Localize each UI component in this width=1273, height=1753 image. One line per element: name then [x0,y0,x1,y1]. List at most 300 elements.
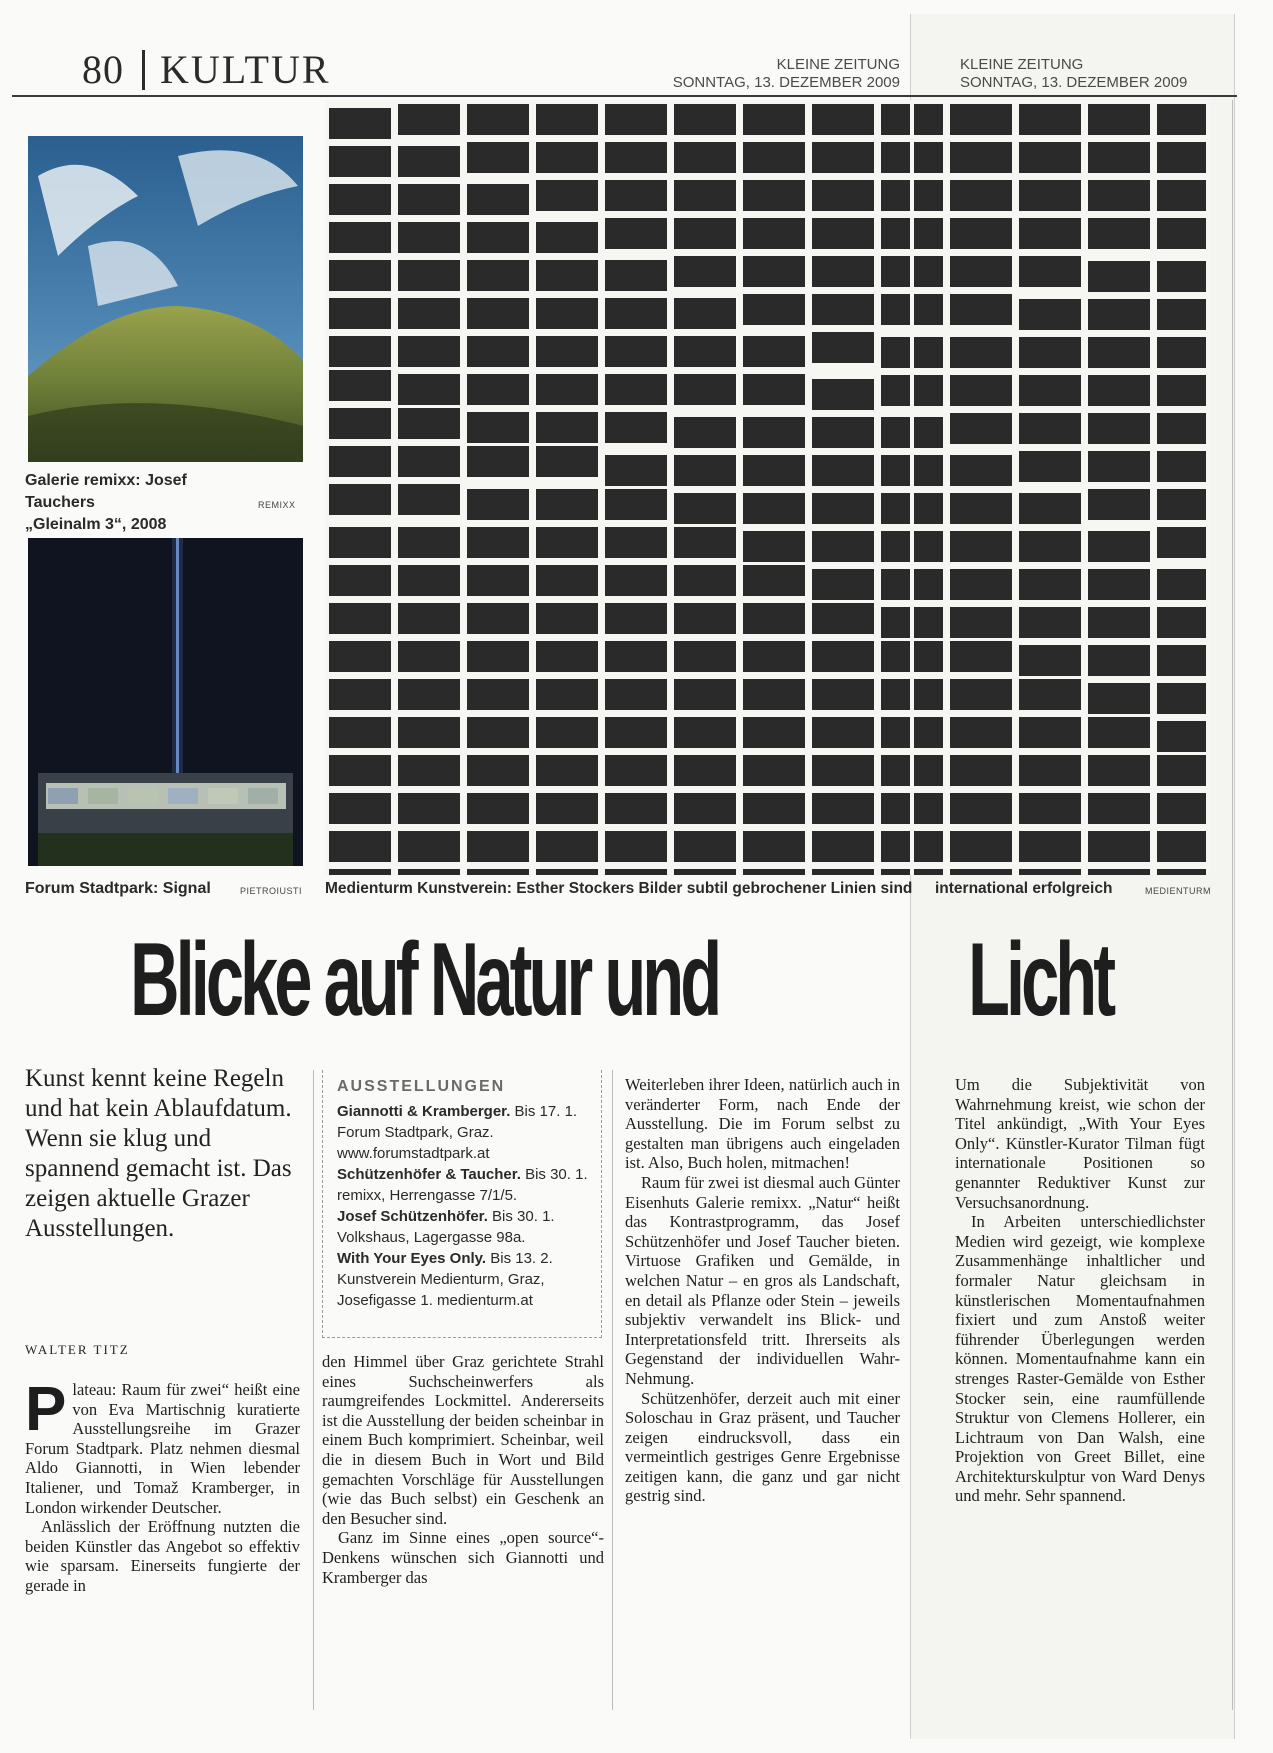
grid-cell [950,294,1012,325]
paragraph [25,1375,300,1517]
grid-cell [398,446,460,477]
paragraph-text: lateau: Raum für zwei“ heißt eine von Eva Martischnig kuratierte Ausstellungsreihe im Grazer Forum Stadtpark. Platz nehmen diesmal Aldo Giannotti, in Wien lebender Italiener, und Tomaž Kramberger, in London wirkender Deutscher. [25,1380,300,1517]
grid-cell [536,565,598,596]
grid-cell [1019,869,1081,875]
grid-cell [1157,375,1206,406]
grid-cell [536,298,598,329]
photo-credit-main: MEDIENTURM [1145,886,1211,896]
grid-cell [398,793,460,824]
paragraph: Schützenhöfer, derzeit auch mit einer Soloschau in Graz präsent, und Taucher zeigen eindrucksvoll, dass ein vermeintlich gestriges Genre Ergebnisse zeitigen kann, die ganz und gar nicht gestrig sind. [625,1388,900,1506]
grid-cell [536,336,598,367]
grid-cell [1157,607,1206,638]
grid-cell [398,298,460,329]
grid-cell [536,755,598,786]
grid-cell [1157,721,1206,752]
grid-cell [950,493,1012,524]
entry-name: Giannotti & Kramberger. [337,1103,511,1120]
grid-cell [1088,413,1150,444]
grid-cell [467,641,529,672]
grid-cell [467,679,529,710]
column-rule [612,1070,613,1710]
grid-cell [674,565,736,596]
grid-cell [950,455,1012,486]
grid-cell [812,294,874,325]
grid-cell [398,603,460,634]
grid-cell [1088,218,1150,249]
grid-cell [812,679,874,710]
lead-paragraph: Kunst kennt keine Regeln und hat kein Ablaufdatum. Wenn sie klug und spannend gemacht ist. Das zeigen aktuelle Grazer Ausstellungen. [25,1065,292,1242]
grid-cell [1157,755,1206,786]
grid-cell [329,260,391,291]
grid-cell [1088,104,1150,135]
grid-cell [467,869,529,875]
grid-cell [605,455,667,486]
grid-cell [398,408,460,439]
byline: WALTER TITZ [25,1342,130,1357]
landscape-painting-photo [28,136,303,462]
grid-cell [812,104,874,135]
grid-cell [950,679,1012,710]
grid-cell [536,260,598,291]
grid-cell [536,869,598,875]
infobox-entry [337,1206,591,1248]
grid-cell [950,218,1012,249]
grid-cell [605,412,667,443]
grid-cell [743,374,805,405]
infobox-title: AUSSTELLUNGEN [337,1078,506,1095]
grid-cell [536,679,598,710]
grid-cell [605,869,667,875]
photo-caption-top [25,470,255,536]
grid-cell [812,717,874,748]
grid-cell [674,527,736,558]
paragraph: In Arbeiten unterschiedlichster Medien wird gezeigt, wie komplexe Zusammenhänge inhaltlicher und formaler Natur gleichsam in künstlerischen Momentaufnahmen fixiert und zum Anstoß weiter führender Überlegungen werden können. Momentaufnahme kann ein strenges Raster-Gemälde von Esther Stocker sein, eine raumfüllende Struktur von Clemens Hollerer, ein Lichtraum von Dan Walsh, eine Projektion von Greet Billet, eine Architekturskulptur von Ward Denys und mehr. Sehr spannend. [955,1212,1205,1506]
grid-cell [743,336,805,367]
grid-cell [1157,451,1206,482]
headline: Blicke auf Natur und [130,922,719,1038]
infobox-entry [337,1248,591,1311]
grid-cell [1019,755,1081,786]
grid-cell [536,831,598,862]
grid-cell [1088,261,1150,292]
grid-cell [329,679,391,710]
grid-cell [1019,569,1081,600]
grid-cell [1088,683,1150,714]
grid-cell [812,831,874,862]
grid-cell [1157,527,1206,558]
grid-cell [398,641,460,672]
grid-cell [1019,531,1081,562]
grid-cell [812,455,874,486]
grid-cell [1088,375,1150,406]
grid-cell [536,489,598,520]
entry-text: Bis 13. 2. Kunstverein Medienturm, Graz, Josefigasse 1. medienturm.at [337,1250,553,1309]
grid-cell [398,679,460,710]
grid-cell [950,142,1012,173]
photo-credit-middle: PIETROIUSTI [240,886,303,896]
grid-cell [812,869,874,875]
grid-cell [812,379,874,410]
grid-cell [1088,831,1150,862]
paragraph: Um die Subjektivität von Wahrnehmung kreist, wie schon der Titel ankündigt, „With Your Eyes Only“. Künstler-Kurator Tilman fügt internationale Positionen so genannter Reduktiver Kunst zur Versuchsanordnung. [955,1075,1205,1212]
grid-cell [950,531,1012,562]
headline-continued: Licht [968,922,1113,1038]
grid-cell [605,180,667,211]
grid-cell [467,603,529,634]
grid-cell [329,755,391,786]
photo-credit-top: REMIXX [258,500,296,510]
grid-cell [950,104,1012,135]
grid-cell [950,607,1012,638]
masthead-date: SONNTAG, 13. DEZEMBER 2009 [672,74,900,91]
grid-cell [1157,869,1206,875]
grid-cell [1019,180,1081,211]
grid-cell [743,831,805,862]
grid-cell [743,493,805,524]
grid-cell [1019,142,1081,173]
grid-cell [536,793,598,824]
grid-cell [398,184,460,215]
grid-cell [1088,531,1150,562]
grid-cell [398,336,460,367]
grid-cell [1019,607,1081,638]
grid-cell [674,869,736,875]
grid-cell [1019,337,1081,368]
masthead-right [960,56,1220,92]
grid-cell [674,180,736,211]
grid-cell [950,831,1012,862]
grid-cell [1019,104,1081,135]
grid-cell [605,218,667,249]
grid-cell [674,142,736,173]
grid-cell [812,755,874,786]
grid-cell [950,717,1012,748]
grid-cell [329,603,391,634]
grid-cell [536,527,598,558]
photo-caption-middle: Forum Stadtpark: Signal [25,880,211,897]
entry-text: Bis 30. 1. remixx, Herrengasse 7/1/5. [337,1166,588,1204]
grid-cell [329,793,391,824]
grid-cell [398,374,460,405]
grid-cell [398,755,460,786]
grid-cell [329,527,391,558]
grid-cell [605,679,667,710]
grid-cell [743,294,805,325]
grid-cell [950,793,1012,824]
grid-cell [812,641,874,672]
grid-cell [743,793,805,824]
paragraph: Anlässlich der Eröffnung nutzten die beiden Künstler das Angebot so effektiv wie sparsam. Einerseits fungierte der gerade in [25,1517,300,1595]
grid-cell [1157,337,1206,368]
grid-cell [674,336,736,367]
grid-cell [1088,645,1150,676]
grid-cell [1019,256,1081,287]
forum-stadtpark-photo [28,538,303,866]
grid-cell [812,180,874,211]
grid-cell [467,831,529,862]
photo-caption-main: Medienturm Kunstverein: Esther Stockers Bilder subtil gebrochener Linien sind [325,880,913,897]
grid-cell [743,218,805,249]
grid-cell [950,180,1012,211]
grid-cell [329,146,391,177]
grid-cell [467,336,529,367]
grid-cell [329,108,391,139]
grid-cell [329,370,391,401]
grid-cell [812,493,874,524]
infobox-entry [337,1101,591,1164]
grid-cell [743,180,805,211]
grid-cell [812,218,874,249]
grid-cell [467,374,529,405]
grid-cell [743,641,805,672]
grid-cell [467,142,529,173]
grid-cell [1088,142,1150,173]
grid-cell [674,831,736,862]
grid-cell [743,603,805,634]
grid-cell [1088,451,1150,482]
grid-cell [329,717,391,748]
grid-cell [398,831,460,862]
grid-cell [743,256,805,287]
grid-cell [674,455,736,486]
grid-cell [605,793,667,824]
grid-cell [1157,413,1206,444]
paragraph: Ganz im Sinne eines „open source“-Denkens wünschen sich Giannotti und Kramberger das [322,1528,604,1587]
grid-cell [605,755,667,786]
grid-cell [467,565,529,596]
grid-cell [812,603,874,634]
grid-cell [1157,489,1206,520]
grid-cell [329,484,391,515]
grid-cell [812,793,874,824]
grid-cell [605,527,667,558]
grid-cell [329,831,391,862]
grid-cell [398,222,460,253]
paragraph: Weiterleben ihrer Ideen, natürlich auch in veränderter Form, nach Ende der Ausstellung. Die im Forum selbst zu gestalten man übrigens auch eingeladen ist. Also, Buch holen, mitmachen! [625,1075,900,1173]
paragraph: Raum für zwei ist diesmal auch Günter Eisenhuts Galerie remixx. „Natur“ heißt das Kontrastprogramm, das Josef Schützenhöfer und Josef Taucher bieten. Virtuose Grafiken und Gemälde, in welchen Natur – en gros als Landschaft, en detail als Pflanze oder Stein – jeweils subjektiv verwandelt ins Blick- und Interpretationsfeld tritt. Ihrerseits als Gegenstand der individuellen Wahr-Nehmung. [625,1172,900,1388]
grid-cell [605,489,667,520]
grid-cell [743,104,805,135]
grid-cell [674,493,736,524]
grid-cell [812,332,874,363]
grid-cell [1019,645,1081,676]
grid-cell [467,446,529,477]
grid-cell [605,374,667,405]
grid-cell [398,869,460,875]
grid-cell [605,104,667,135]
grid-cell [467,184,529,215]
grid-cell [1088,717,1150,748]
article-column-1 [25,1375,300,1596]
grid-cell [536,641,598,672]
grid-cell [329,408,391,439]
entry-name: Josef Schützenhöfer. [337,1208,488,1225]
grid-cell [329,222,391,253]
grid-cell [1019,299,1081,330]
grid-cell [743,417,805,448]
article-column-2 [322,1352,604,1587]
grid-cell [743,455,805,486]
grid-cell [1157,142,1206,173]
grid-cell [1088,869,1150,875]
dropcap: P [25,1375,67,1444]
grid-cell [674,603,736,634]
grid-cell [329,446,391,477]
grid-cell [1157,104,1206,135]
grid-cell [1088,569,1150,600]
grid-cell [329,298,391,329]
grid-cell [1088,299,1150,330]
grid-cell [605,260,667,291]
grid-cell [743,679,805,710]
grid-cell [1019,375,1081,406]
entry-text: Bis 30. 1. Volkshaus, Lagergasse 98a. [337,1208,555,1246]
article-column-4 [955,1075,1205,1506]
grid-cell [605,641,667,672]
grid-cell [1088,180,1150,211]
caption-line: „Gleinalm 3“, 2008 [25,516,167,533]
grid-cell [536,603,598,634]
grid-cell [605,565,667,596]
grid-cell [1088,755,1150,786]
grid-cell [1019,831,1081,862]
infobox-entry [337,1164,591,1206]
grid-cell [812,417,874,448]
grid-cell [329,565,391,596]
grid-cell [467,489,529,520]
grid-cell [743,717,805,748]
grid-cell [536,717,598,748]
section-title: KULTUR [160,47,331,92]
grid-cell [674,256,736,287]
caption-line: Galerie remixx: Josef Tauchers [25,472,187,511]
grid-cell [674,374,736,405]
grid-cell [467,104,529,135]
grid-cell [1157,261,1206,292]
column-rule [313,1070,314,1710]
grid-cell [1088,793,1150,824]
header-rule [12,95,1237,97]
grid-cell [674,717,736,748]
grid-cell [743,869,805,875]
grid-cell [1019,413,1081,444]
page-number: 80 [82,47,124,92]
grid-cell [536,104,598,135]
grid-cell [536,446,598,477]
grid-cell [398,484,460,515]
grid-cell [536,142,598,173]
column-rule [1232,100,1233,1710]
grid-cell [329,184,391,215]
entry-text: Bis 17. 1. Forum Stadtpark, Graz. www.forumstadtpark.at [337,1103,578,1162]
fold-seam [910,100,914,875]
grid-cell [950,755,1012,786]
grid-cell [674,417,736,448]
grid-cell [674,679,736,710]
masthead-date: SONNTAG, 13. DEZEMBER 2009 [960,74,1188,91]
grid-cell [398,527,460,558]
grid-cell [674,793,736,824]
grid-cell [950,413,1012,444]
grid-cell [674,641,736,672]
grid-cell [1157,218,1206,249]
grid-cell [1019,493,1081,524]
grid-cell [605,142,667,173]
grid-cell [398,104,460,135]
grid-cell [605,298,667,329]
paragraph: den Himmel über Graz gerichtete Strahl eines Suchscheinwerfers als raumgreifendes Lockmittel. Andererseits ist die Ausstellung der beiden scheinbar in einem Buch komprimiert. Scheinbar, weil die in diesem Buch in Wort und Bild gemachten Vorschläge für Ausstellungen (wie das Buch selbst) ein Geschenk an den Besucher sind. [322,1352,604,1528]
entry-name: With Your Eyes Only. [337,1250,487,1267]
grid-cell [950,256,1012,287]
grid-cell [467,412,529,443]
grid-cell [536,374,598,405]
photo-caption-main-continued: international erfolgreich [935,880,1113,897]
esther-stocker-grid-artwork [325,100,1210,875]
grid-cell [605,831,667,862]
grid-cell [812,142,874,173]
grid-cell [467,298,529,329]
grid-cell [398,146,460,177]
masthead-left [640,56,900,92]
grid-cell [605,717,667,748]
grid-cell [1019,218,1081,249]
grid-cell [536,180,598,211]
grid-cell [1157,793,1206,824]
grid-cell [467,717,529,748]
grid-cell [536,222,598,253]
masthead-paper: KLEINE ZEITUNG [776,56,900,73]
grid-cell [812,531,874,562]
grid-cell [950,869,1012,875]
grid-cell [1019,451,1081,482]
grid-cell [743,565,805,596]
grid-cell [950,641,1012,672]
grid-cell [743,142,805,173]
grid-cell [1019,717,1081,748]
grid-cell [812,256,874,287]
grid-cell [467,260,529,291]
grid-cell [467,755,529,786]
grid-cell [950,375,1012,406]
grid-cell [467,793,529,824]
grid-cell [605,603,667,634]
grid-cell [1088,337,1150,368]
grid-artwork-svg [325,100,1210,875]
grid-cell [1157,683,1206,714]
grid-cell [1088,489,1150,520]
article-column-3 [625,1075,900,1506]
grid-cell [1157,180,1206,211]
grid-cell [1157,299,1206,330]
grid-cell [467,527,529,558]
grid-cell [674,104,736,135]
grid-cell [674,755,736,786]
grid-cell [1019,679,1081,710]
grid-cell [536,412,598,443]
grid-cell [398,717,460,748]
grid-cell [743,531,805,562]
header-separator [142,50,145,90]
grid-cell [743,755,805,786]
grid-cell [329,336,391,367]
grid-cell [674,298,736,329]
exhibitions-infobox [322,1070,602,1338]
grid-cell [674,218,736,249]
grid-cell [605,336,667,367]
grid-cell [950,569,1012,600]
grid-cell [1157,569,1206,600]
grid-cell [1157,831,1206,862]
